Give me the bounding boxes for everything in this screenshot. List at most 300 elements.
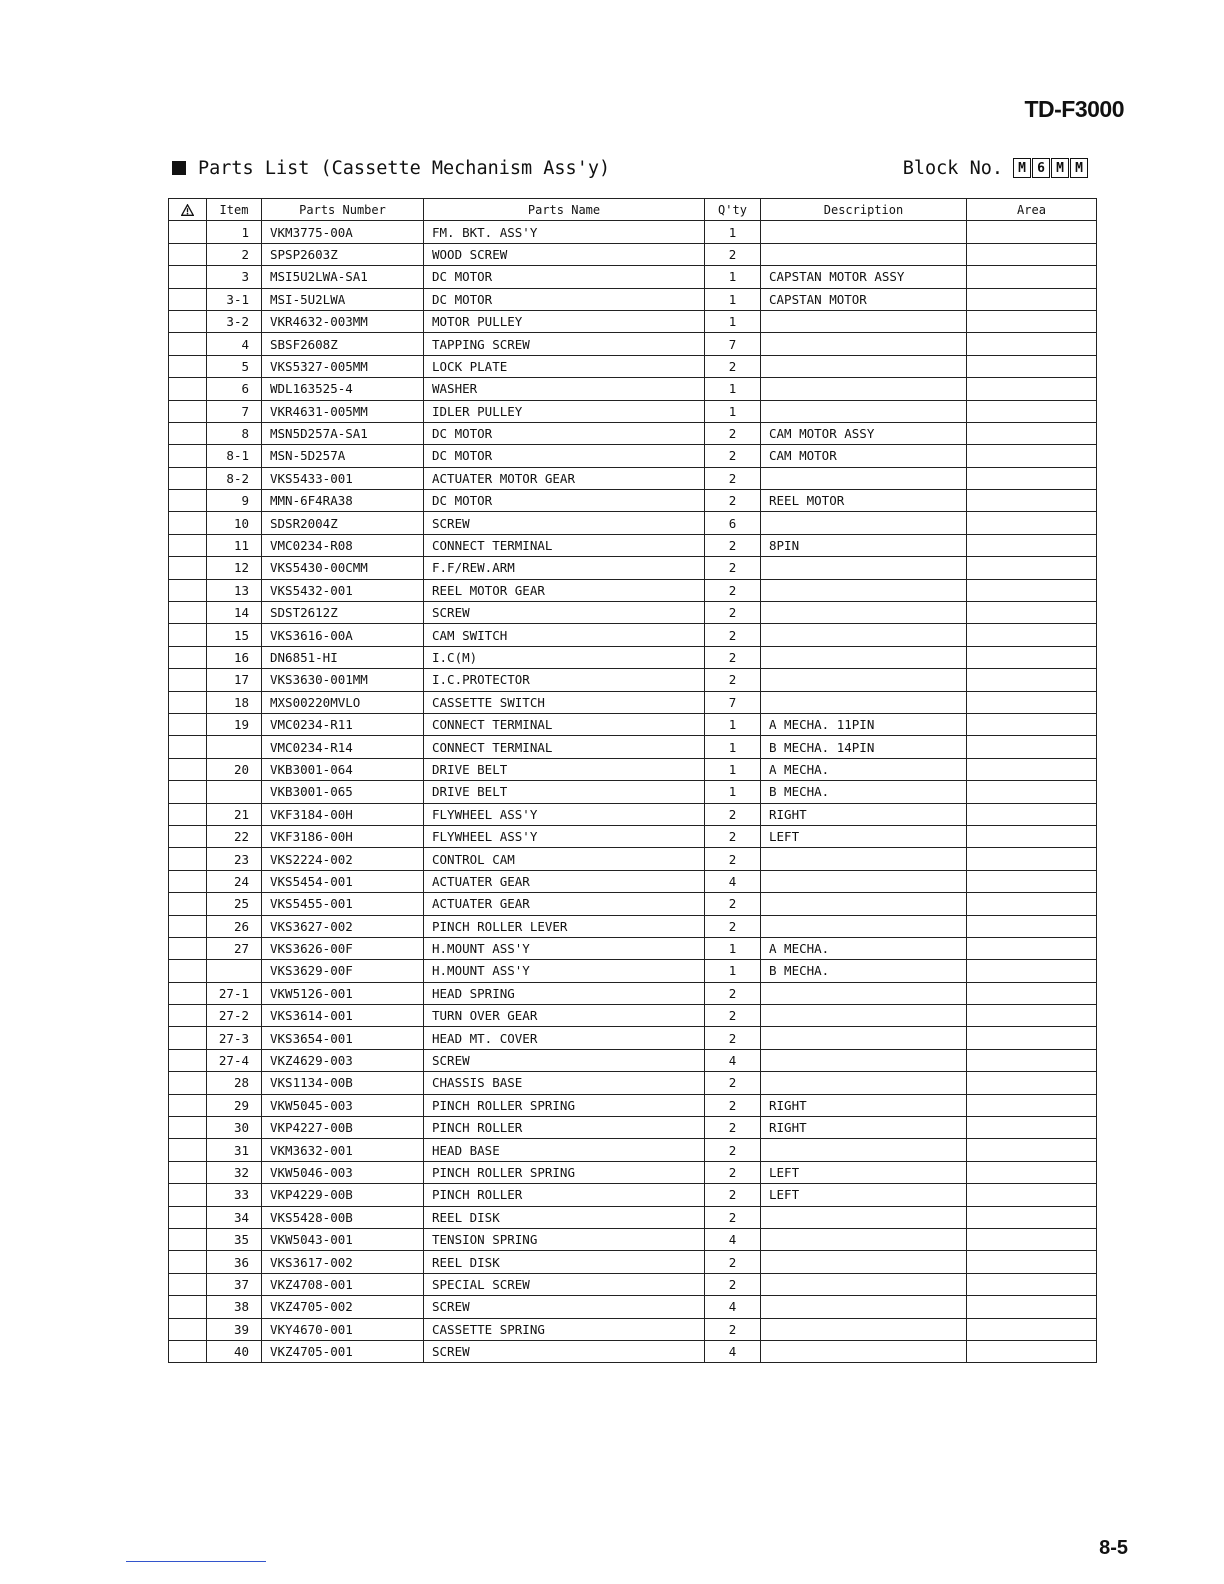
- quantity-cell: 4: [705, 1296, 761, 1318]
- description-cell: [761, 915, 967, 937]
- area-cell: [967, 422, 1097, 444]
- description-cell: [761, 1005, 967, 1027]
- area-cell: [967, 1228, 1097, 1250]
- quantity-cell: 2: [705, 1206, 761, 1228]
- part-name-cell: CASSETTE SWITCH: [424, 691, 705, 713]
- area-cell: [967, 1005, 1097, 1027]
- table-row: [169, 378, 1097, 400]
- warning-cell: [169, 803, 207, 825]
- item-cell: 4: [207, 333, 262, 355]
- item-cell: 31: [207, 1139, 262, 1161]
- table-row: [169, 1228, 1097, 1250]
- part-name-cell: DC MOTOR: [424, 445, 705, 467]
- warning-column-header: [169, 199, 207, 221]
- part-name-cell: REEL DISK: [424, 1206, 705, 1228]
- description-cell: [761, 1251, 967, 1273]
- block-label: Block No.: [902, 157, 1003, 179]
- part-number-cell: VKS2224-002: [262, 848, 424, 870]
- table-row: [169, 422, 1097, 444]
- description-cell: [761, 691, 967, 713]
- table-row: [169, 1005, 1097, 1027]
- part-name-cell: PINCH ROLLER SPRING: [424, 1161, 705, 1183]
- quantity-cell: 2: [705, 893, 761, 915]
- quantity-cell: 2: [705, 915, 761, 937]
- description-cell: LEFT: [761, 825, 967, 847]
- description-cell: [761, 310, 967, 332]
- description-cell: B MECHA.: [761, 781, 967, 803]
- part-number-cell: VKZ4629-003: [262, 1049, 424, 1071]
- part-number-cell: VKR4632-003MM: [262, 310, 424, 332]
- part-name-cell: WASHER: [424, 378, 705, 400]
- warning-cell: [169, 1005, 207, 1027]
- quantity-cell: 2: [705, 1005, 761, 1027]
- part-name-cell: HEAD BASE: [424, 1139, 705, 1161]
- table-row: [169, 982, 1097, 1004]
- table-row: [169, 870, 1097, 892]
- table-row: [169, 288, 1097, 310]
- table-row: [169, 781, 1097, 803]
- part-number-cell: MSI5U2LWA-SA1: [262, 266, 424, 288]
- area-cell: [967, 646, 1097, 668]
- item-cell: 33: [207, 1184, 262, 1206]
- item-column-header: Item: [207, 199, 262, 221]
- table-row: [169, 937, 1097, 959]
- table-row: [169, 1296, 1097, 1318]
- warning-cell: [169, 915, 207, 937]
- quantity-cell: 2: [705, 1139, 761, 1161]
- quantity-cell: 4: [705, 1049, 761, 1071]
- warning-cell: [169, 848, 207, 870]
- description-cell: CAPSTAN MOTOR ASSY: [761, 266, 967, 288]
- part-name-cell: PINCH ROLLER LEVER: [424, 915, 705, 937]
- area-cell: [967, 713, 1097, 735]
- part-name-cell: SCREW: [424, 1049, 705, 1071]
- section-heading: [172, 154, 1088, 182]
- warning-cell: [169, 1184, 207, 1206]
- quantity-cell: 7: [705, 691, 761, 713]
- quantity-cell: 2: [705, 982, 761, 1004]
- table-row: [169, 960, 1097, 982]
- footer-rule: [126, 1561, 266, 1562]
- warning-cell: [169, 646, 207, 668]
- warning-cell: [169, 1139, 207, 1161]
- description-cell: 8PIN: [761, 534, 967, 556]
- quantity-cell: 1: [705, 781, 761, 803]
- part-number-cell: SPSP2603Z: [262, 243, 424, 265]
- description-cell: [761, 1206, 967, 1228]
- area-cell: [967, 960, 1097, 982]
- table-row: [169, 1117, 1097, 1139]
- quantity-cell: 2: [705, 848, 761, 870]
- part-name-cell: HEAD MT. COVER: [424, 1027, 705, 1049]
- part-name-cell: REEL MOTOR GEAR: [424, 579, 705, 601]
- table-row: [169, 1049, 1097, 1071]
- description-cell: [761, 1228, 967, 1250]
- item-cell: 9: [207, 490, 262, 512]
- warning-cell: [169, 221, 207, 243]
- part-number-cell: VKS5455-001: [262, 893, 424, 915]
- description-cell: RIGHT: [761, 1117, 967, 1139]
- item-cell: 37: [207, 1273, 262, 1295]
- part-number-cell: VKS3654-001: [262, 1027, 424, 1049]
- warning-cell: [169, 669, 207, 691]
- area-cell: [967, 1251, 1097, 1273]
- quantity-cell: 2: [705, 355, 761, 377]
- warning-cell: [169, 1228, 207, 1250]
- description-cell: RIGHT: [761, 1094, 967, 1116]
- quantity-cell: 1: [705, 736, 761, 758]
- area-cell: [967, 1117, 1097, 1139]
- warning-cell: [169, 781, 207, 803]
- part-name-cell: TENSION SPRING: [424, 1228, 705, 1250]
- part-number-column-header: Parts Number: [262, 199, 424, 221]
- quantity-cell: 2: [705, 557, 761, 579]
- part-name-cell: H.MOUNT ASS'Y: [424, 960, 705, 982]
- part-number-cell: VKP4229-00B: [262, 1184, 424, 1206]
- area-cell: [967, 579, 1097, 601]
- quantity-cell: 2: [705, 422, 761, 444]
- table-row: [169, 713, 1097, 735]
- page-number: 8-5: [1099, 1537, 1128, 1559]
- warning-cell: [169, 758, 207, 780]
- part-number-cell: SBSF2608Z: [262, 333, 424, 355]
- description-cell: [761, 1296, 967, 1318]
- table-row: [169, 1273, 1097, 1295]
- area-cell: [967, 310, 1097, 332]
- item-cell: 3-2: [207, 310, 262, 332]
- warning-cell: [169, 579, 207, 601]
- item-cell: 28: [207, 1072, 262, 1094]
- part-name-cell: CASSETTE SPRING: [424, 1318, 705, 1340]
- description-cell: [761, 669, 967, 691]
- part-name-cell: PINCH ROLLER: [424, 1184, 705, 1206]
- part-number-cell: DN6851-HI: [262, 646, 424, 668]
- table-row: [169, 624, 1097, 646]
- warning-cell: [169, 288, 207, 310]
- quantity-cell: 2: [705, 602, 761, 624]
- quantity-cell: 1: [705, 400, 761, 422]
- part-number-cell: MSI-5U2LWA: [262, 288, 424, 310]
- item-cell: 13: [207, 579, 262, 601]
- warning-cell: [169, 355, 207, 377]
- part-name-cell: DC MOTOR: [424, 490, 705, 512]
- quantity-cell: 6: [705, 512, 761, 534]
- table-row: [169, 333, 1097, 355]
- part-name-cell: ACTUATER GEAR: [424, 870, 705, 892]
- description-cell: [761, 243, 967, 265]
- description-cell: A MECHA.: [761, 937, 967, 959]
- part-name-cell: CONNECT TERMINAL: [424, 736, 705, 758]
- warning-cell: [169, 602, 207, 624]
- part-number-cell: VKY4670-001: [262, 1318, 424, 1340]
- part-number-cell: MMN-6F4RA38: [262, 490, 424, 512]
- area-cell: [967, 534, 1097, 556]
- item-cell: [207, 960, 262, 982]
- item-cell: 27-3: [207, 1027, 262, 1049]
- item-cell: 2: [207, 243, 262, 265]
- warning-cell: [169, 893, 207, 915]
- table-row: [169, 646, 1097, 668]
- item-cell: 38: [207, 1296, 262, 1318]
- area-cell: [967, 848, 1097, 870]
- description-cell: [761, 624, 967, 646]
- area-cell: [967, 669, 1097, 691]
- area-cell: [967, 893, 1097, 915]
- quantity-cell: 1: [705, 378, 761, 400]
- part-name-cell: I.C(M): [424, 646, 705, 668]
- area-cell: [967, 1072, 1097, 1094]
- part-number-cell: VKS3614-001: [262, 1005, 424, 1027]
- description-cell: [761, 893, 967, 915]
- item-cell: 8-2: [207, 467, 262, 489]
- warning-cell: [169, 243, 207, 265]
- item-cell: 40: [207, 1340, 262, 1362]
- table-row: [169, 915, 1097, 937]
- part-number-cell: WDL163525-4: [262, 378, 424, 400]
- quantity-column-header: Q'ty: [705, 199, 761, 221]
- warning-cell: [169, 1296, 207, 1318]
- area-cell: [967, 266, 1097, 288]
- table-row: [169, 221, 1097, 243]
- warning-cell: [169, 333, 207, 355]
- area-cell: [967, 467, 1097, 489]
- area-cell: [967, 1027, 1097, 1049]
- part-name-cell: DRIVE BELT: [424, 781, 705, 803]
- warning-cell: [169, 1318, 207, 1340]
- table-row: [169, 803, 1097, 825]
- table-row: [169, 310, 1097, 332]
- warning-cell: [169, 1117, 207, 1139]
- description-cell: CAM MOTOR ASSY: [761, 422, 967, 444]
- item-cell: 32: [207, 1161, 262, 1183]
- quantity-cell: 2: [705, 445, 761, 467]
- part-number-cell: VKS3617-002: [262, 1251, 424, 1273]
- description-cell: A MECHA.: [761, 758, 967, 780]
- quantity-cell: 1: [705, 937, 761, 959]
- item-cell: [207, 736, 262, 758]
- part-number-cell: VKZ4708-001: [262, 1273, 424, 1295]
- table-row: [169, 512, 1097, 534]
- description-cell: [761, 982, 967, 1004]
- table-row: [169, 691, 1097, 713]
- warning-cell: [169, 557, 207, 579]
- quantity-cell: 2: [705, 1184, 761, 1206]
- part-number-cell: VKS5430-00CMM: [262, 557, 424, 579]
- description-cell: [761, 646, 967, 668]
- block-code: M: [1070, 158, 1088, 178]
- item-cell: 27-2: [207, 1005, 262, 1027]
- description-cell: [761, 333, 967, 355]
- warning-cell: [169, 691, 207, 713]
- part-name-cell: DC MOTOR: [424, 266, 705, 288]
- part-number-cell: VKS3626-00F: [262, 937, 424, 959]
- area-cell: [967, 1161, 1097, 1183]
- item-cell: 34: [207, 1206, 262, 1228]
- area-cell: [967, 1318, 1097, 1340]
- part-name-cell: LOCK PLATE: [424, 355, 705, 377]
- item-cell: 24: [207, 870, 262, 892]
- part-name-cell: TURN OVER GEAR: [424, 1005, 705, 1027]
- item-cell: 35: [207, 1228, 262, 1250]
- description-cell: [761, 1340, 967, 1362]
- block-code: M: [1051, 158, 1069, 178]
- page-title: Parts List (Cassette Mechanism Ass'y): [198, 157, 611, 179]
- area-cell: [967, 624, 1097, 646]
- quantity-cell: 4: [705, 1228, 761, 1250]
- part-name-cell: SCREW: [424, 1296, 705, 1318]
- part-name-cell: FM. BKT. ASS'Y: [424, 221, 705, 243]
- description-cell: [761, 400, 967, 422]
- item-cell: [207, 781, 262, 803]
- quantity-cell: 1: [705, 288, 761, 310]
- part-number-cell: VKF3186-00H: [262, 825, 424, 847]
- item-cell: 8: [207, 422, 262, 444]
- table-row: [169, 490, 1097, 512]
- area-cell: [967, 288, 1097, 310]
- quantity-cell: 1: [705, 266, 761, 288]
- table-row: [169, 1184, 1097, 1206]
- quantity-cell: 2: [705, 669, 761, 691]
- table-row: [169, 825, 1097, 847]
- part-number-cell: VKW5043-001: [262, 1228, 424, 1250]
- block-number: [903, 158, 1088, 179]
- warning-cell: [169, 1251, 207, 1273]
- table-row: [169, 1340, 1097, 1362]
- quantity-cell: 2: [705, 646, 761, 668]
- part-name-cell: ACTUATER MOTOR GEAR: [424, 467, 705, 489]
- warning-cell: [169, 937, 207, 959]
- item-cell: 27: [207, 937, 262, 959]
- table-row: [169, 893, 1097, 915]
- part-name-cell: CAM SWITCH: [424, 624, 705, 646]
- table-row: [169, 1318, 1097, 1340]
- table-row: [169, 1094, 1097, 1116]
- warning-cell: [169, 624, 207, 646]
- item-cell: 22: [207, 825, 262, 847]
- item-cell: 16: [207, 646, 262, 668]
- description-cell: [761, 1273, 967, 1295]
- table-row: [169, 266, 1097, 288]
- item-cell: 23: [207, 848, 262, 870]
- part-name-cell: IDLER PULLEY: [424, 400, 705, 422]
- table-row: [169, 557, 1097, 579]
- item-cell: 7: [207, 400, 262, 422]
- item-cell: 12: [207, 557, 262, 579]
- description-cell: A MECHA. 11PIN: [761, 713, 967, 735]
- area-cell: [967, 445, 1097, 467]
- table-row: [169, 669, 1097, 691]
- description-cell: [761, 1027, 967, 1049]
- description-column-header: Description: [761, 199, 967, 221]
- part-number-cell: VKS3627-002: [262, 915, 424, 937]
- description-cell: CAM MOTOR: [761, 445, 967, 467]
- warning-cell: [169, 534, 207, 556]
- item-cell: 17: [207, 669, 262, 691]
- quantity-cell: 2: [705, 490, 761, 512]
- part-name-cell: PINCH ROLLER SPRING: [424, 1094, 705, 1116]
- part-name-cell: CONTROL CAM: [424, 848, 705, 870]
- quantity-cell: 2: [705, 1117, 761, 1139]
- item-cell: 3-1: [207, 288, 262, 310]
- description-cell: B MECHA.: [761, 960, 967, 982]
- part-number-cell: VKM3775-00A: [262, 221, 424, 243]
- table-row: [169, 243, 1097, 265]
- table-row: [169, 1206, 1097, 1228]
- part-number-cell: VKS5433-001: [262, 467, 424, 489]
- quantity-cell: 2: [705, 1027, 761, 1049]
- warning-cell: [169, 445, 207, 467]
- description-cell: RIGHT: [761, 803, 967, 825]
- part-name-cell: SCREW: [424, 602, 705, 624]
- part-name-cell: FLYWHEEL ASS'Y: [424, 803, 705, 825]
- part-name-cell: DC MOTOR: [424, 288, 705, 310]
- quantity-cell: 2: [705, 1273, 761, 1295]
- part-name-column-header: Parts Name: [424, 199, 705, 221]
- area-cell: [967, 691, 1097, 713]
- table-row: [169, 1027, 1097, 1049]
- warning-cell: [169, 1161, 207, 1183]
- area-cell: [967, 758, 1097, 780]
- part-number-cell: MSN5D257A-SA1: [262, 422, 424, 444]
- item-cell: 1: [207, 221, 262, 243]
- item-cell: 15: [207, 624, 262, 646]
- quantity-cell: 1: [705, 310, 761, 332]
- part-name-cell: CONNECT TERMINAL: [424, 713, 705, 735]
- item-cell: 5: [207, 355, 262, 377]
- item-cell: 27-1: [207, 982, 262, 1004]
- area-cell: [967, 557, 1097, 579]
- part-number-cell: VKS5454-001: [262, 870, 424, 892]
- quantity-cell: 1: [705, 758, 761, 780]
- warning-cell: [169, 378, 207, 400]
- table-row: [169, 602, 1097, 624]
- description-cell: [761, 378, 967, 400]
- part-number-cell: VKB3001-065: [262, 781, 424, 803]
- area-cell: [967, 1184, 1097, 1206]
- description-cell: [761, 579, 967, 601]
- quantity-cell: 2: [705, 624, 761, 646]
- quantity-cell: 2: [705, 243, 761, 265]
- description-cell: [761, 1049, 967, 1071]
- warning-cell: [169, 490, 207, 512]
- item-cell: 10: [207, 512, 262, 534]
- table-row: [169, 736, 1097, 758]
- part-number-cell: SDSR2004Z: [262, 512, 424, 534]
- quantity-cell: 2: [705, 1094, 761, 1116]
- item-cell: 18: [207, 691, 262, 713]
- warning-cell: [169, 736, 207, 758]
- item-cell: 39: [207, 1318, 262, 1340]
- table-row: [169, 1161, 1097, 1183]
- warning-cell: [169, 960, 207, 982]
- description-cell: REEL MOTOR: [761, 490, 967, 512]
- quantity-cell: 1: [705, 960, 761, 982]
- description-cell: [761, 355, 967, 377]
- part-name-cell: REEL DISK: [424, 1251, 705, 1273]
- block-codes: [1013, 158, 1088, 178]
- part-name-cell: H.MOUNT ASS'Y: [424, 937, 705, 959]
- area-cell: [967, 1206, 1097, 1228]
- part-name-cell: DC MOTOR: [424, 422, 705, 444]
- warning-cell: [169, 1049, 207, 1071]
- area-cell: [967, 982, 1097, 1004]
- table-row: [169, 579, 1097, 601]
- warning-cell: [169, 1206, 207, 1228]
- item-cell: 8-1: [207, 445, 262, 467]
- quantity-cell: 2: [705, 534, 761, 556]
- table-row: [169, 400, 1097, 422]
- area-cell: [967, 1094, 1097, 1116]
